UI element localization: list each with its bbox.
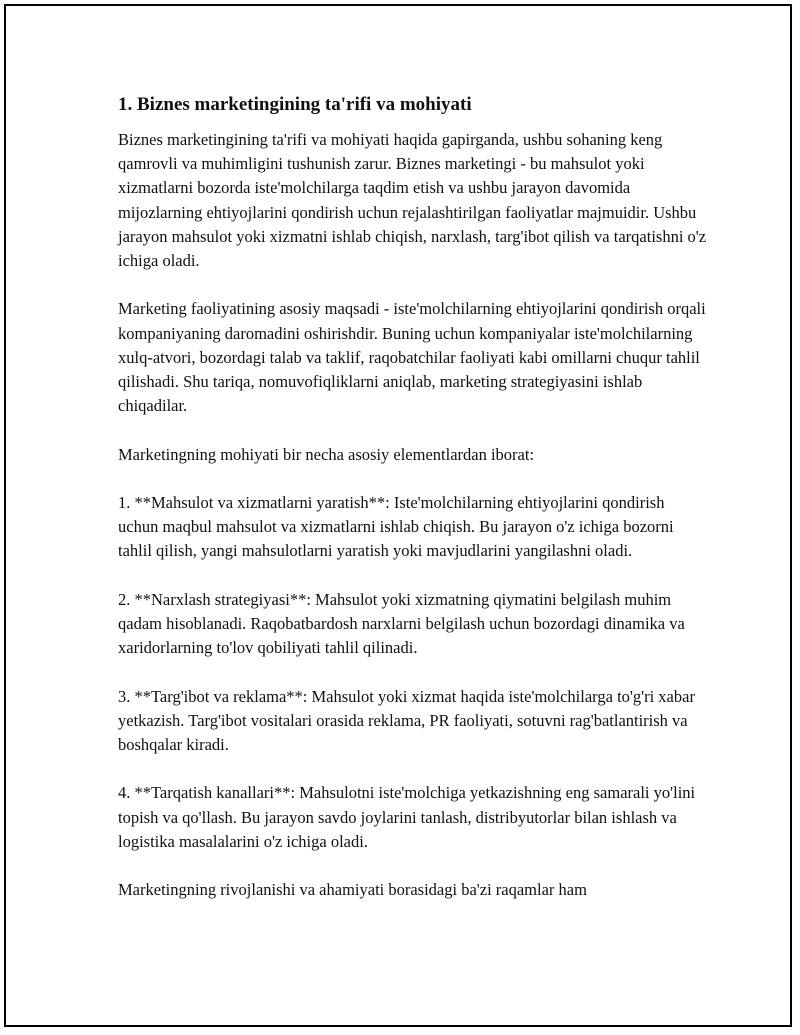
list-item-pricing: 2. **Narxlash strategiyasi**: Mahsulot yoki xizmatning qiymatini belgilash muhim qadam hisoblanadi. Raqobatbardosh narxlarni belgilash uchun bozordagi dinamika va xaridorlarning to'lov qobiliyati tahlil qilinadi. <box>118 589 685 658</box>
paragraph-intro: Biznes marketingining ta'rifi va mohiyati haqida gapirganda, ushbu sohaning keng qamrovli va muhimligini tushunish zarur. Biznes marketingi - bu mahsulot yoki xizmatlarni bozorda iste'molchilarga taqdim etish va ushbu jarayon davomida mijozlarning ehtiyojlarini qondirish uchun rejalashtirilgan faoliyatlar majmuidir. Ushbu jarayon mahsulot yoki xizmatni ishlab chiqish, narxlash, targ'ibot qilish va tarqatishni o'z ichiga oladi. <box>118 130 707 271</box>
paragraph-goal: Marketing faoliyatining asosiy maqsadi - iste'molchilarning ehtiyojlarini qondirish orqali kompaniyaning daromadini oshirishdir. Buning uchun kompaniyalar iste'molchilarning xulq-atvori, bozordagi talab va taklif, raqobatchilar faoliyati kabi omillarni chuqur tahlil qilishadi. Shu tariqa, nomuvofiqliklarni aniqlab, marketing strategiyasini ishlab chiqadilar. <box>118 299 706 416</box>
paragraph-closing: Marketingning rivojlanishi va ahamiyati borasidagi ba'zi raqamlar ham <box>118 880 587 900</box>
list-item-distribution: 4. **Tarqatish kanallari**: Mahsulotni iste'molchiga yetkazishning eng samarali yo'lini topish va qo'llash. Bu jarayon savdo joylarini tanlash, distribyutorlar bilan ishlash va logistika masalalarini o'z ichiga oladi. <box>118 783 696 851</box>
paragraph-elements-lead: Marketingning mohiyati bir necha asosiy elementlardan iborat: <box>118 444 535 464</box>
section-heading: 1. Biznes marketingining ta'rifi va mohiyati <box>118 94 472 115</box>
document-body <box>118 92 708 927</box>
list-item-product: 1. **Mahsulot va xizmatlarni yaratish**: Iste'molchilarning ehtiyojlarini qondirish uchun maqbul mahsulot va xizmatlarni ishlab chiqish. Bu jarayon o'z ichiga bozorni tahlil qilish, yangi mahsulotlarni yaratish yoki mavjudlarini yangilashni oladi. <box>118 493 674 561</box>
list-item-promotion: 3. **Targ'ibot va reklama**: Mahsulot yoki xizmat haqida iste'molchilarga to'g'ri xabar yetkazish. Targ'ibot vositalari orasida reklama, PR faoliyati, sotuvni rag'batlantirish va boshqalar kiradi. <box>118 686 695 754</box>
